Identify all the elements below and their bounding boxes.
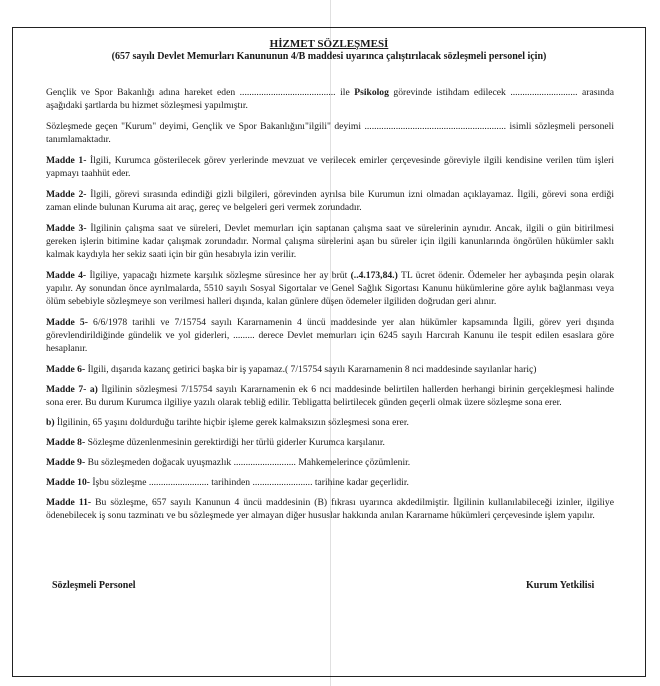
signature-personnel: Sözleşmeli Personel [52,580,136,591]
article-7b [46,416,614,429]
article-7a [46,383,614,409]
article-text: İlgili, dışarıda kazanç getirici başka bir iş yapamaz.( 7/15754 sayılı Kararnamenin 8 nci maddesinde sayılanlar hariç) [85,364,537,375]
article-text: Bu sözleşme, 657 sayılı Kanunun 4 üncü maddesinin (B) fıkrası uyarınca akdedilmiştir. İlgilinin kullanılabileceği izinler, ilgiliye ödenebilecek iş sonu tazminatı ve bu sözleşmede yer almayan diğer hususlar hakkında anılan Kararname hükümleri çerçevesinde işlem yapılır. [46,497,614,521]
article-11 [46,496,614,522]
article-text: İlgilinin, 65 yaşını doldurduğu tarihte hiçbir işleme gerek kalmaksızın sözleşmesi sona erer. [54,417,409,428]
article-3 [46,222,614,261]
article-label: b) [46,417,55,428]
article-9 [46,456,614,469]
intro-text-a: Gençlik ve Spor Bakanlığı adına hareket eden ........................................ ile [46,87,355,98]
article-text: Sözleşme düzenlenmesinin gerektirdiği her türlü giderler Kurumca karşılanır. [85,437,385,448]
signature-authority: Kurum Yetkilisi [526,580,595,591]
article-label: Madde 2- [46,189,87,200]
article-label: Madde 7- a) [46,384,98,395]
article-10 [46,476,614,489]
article-text: İşbu sözleşme ......................... tarihinden ......................... tarihine kadar geçerlidir. [89,477,409,488]
article-label: Madde 11- [46,497,92,508]
article-label: Madde 10- [46,477,90,488]
intro-paragraph-parties [46,86,614,112]
article-text: 6/6/1978 tarihli ve 7/15754 sayılı Kararnamenin 4 üncü maddesinde yer alan hükümler kapsamında İlgili, görev yeri dışında görevlendirildiğinde gündelik ve yol giderleri, ......... derece Devlet memurları için 6245 sayılı Harcırah Kanunu ile tespit edilen esaslara göre hesaplanır. [46,317,615,354]
article-8 [46,436,614,449]
contract-body [46,86,614,530]
article-text: İlgiliye, yapacağı hizmete karşılık sözleşme süresince her ay brüt [86,270,351,281]
article-text: İlgilinin çalışma saat ve süreleri, Devlet memurları için saptanan çalışma saat ve sürelerinin aynıdır. Ancak, ilgili o gün bitirilmesi gereken işlerin bitimine kadar çalışmak zorundadır. Normal çalışma sürelerini aşan bu süreler için ilgili kanunlarında öngörülen hükümler saklı kalmak kaydıyla her sekiz saati için bir gün hesabıyla izin verilir. [46,223,614,260]
article-label: Madde 4- [46,270,87,281]
article-5 [46,316,614,355]
article-text: İlgili, görevi sırasında edindiği gizli bilgileri, görevinden ayrılsa bile Kurumun izni olmadan açıklayamaz. İlgili, görevi sona erdiği zaman elinde bulunan Kuruma ait araç, gereç ve belgeleri geri vermek zorundadır. [46,189,615,213]
article-1 [46,154,614,180]
article-label: Madde 9- [46,457,86,468]
article-label: Madde 6- [46,364,86,375]
article-4 [46,269,614,308]
intro-text-b: görevinde istihdam edilecek ............................ arasında aşağıdaki şartlarda bu hizmet sözleşmesi yapılmıştır. [46,87,614,111]
article-text: İlgili, Kurumca gösterilecek görev yerlerinde mevzuat ve verilecek emirler çerçevesinde göreviyle ilgili kendisine verilen tüm işleri yapmayı taahhüt eder. [46,155,614,179]
article-label: Madde 3- [46,223,87,234]
article-2 [46,188,614,214]
document-title: HİZMET SÖZLEŞMESİ [269,38,389,50]
article-6 [46,363,614,376]
article-label: Madde 1- [46,155,87,166]
article-text: İlgilinin sözleşmesi 7/15754 sayılı Kararnamenin ek 6 ncı maddesinde belirtilen hallerden herhangi birinin gerçekleşmesi halinde sona erer. Bu durum Kurumca ilgiliye yazılı olarak tebliğ edilir. Tebligatta belirtilecek günden geçerli olmak üzere sözleşme sona erer. [46,384,615,408]
document-subtitle: (657 sayılı Devlet Memurları Kanununun 4/B maddesi uyarınca çalıştırılacak sözleşmeli personel için) [111,51,547,62]
article-text: Bu sözleşmeden doğacak uyuşmazlık .......................... Mahkemelerince çözümlenir. [85,457,411,468]
article-label: Madde 5- [46,317,88,328]
intro-paragraph-definitions: Sözleşmede geçen "Kurum" deyimi, Gençlik ve Spor Bakanlığını"ilgili" deyimi ........................................................... isimli sözleşmeli personeli tanımlamaktadır. [46,121,614,145]
position-title: Psikolog [354,87,389,98]
article-label: Madde 8- [46,437,86,448]
salary-amount: (..4.173,84.) [350,270,398,281]
article-text: TL ücret ödenir. Ödemeler her aybaşında peşin olarak yapılır. Ay sonundan önce ayrılmalarda, 5510 sayılı Sosyal Sigortalar ve Genel Sağlık Sigortası Kanunu hükümlerine göre aylık bağlanması veya ölüm sebebiyle sözleşmeye son verilmesi halleri dışında, kalan günlere düşen ödemeler ilgiliden doğrudan geri alınır. [46,270,614,307]
